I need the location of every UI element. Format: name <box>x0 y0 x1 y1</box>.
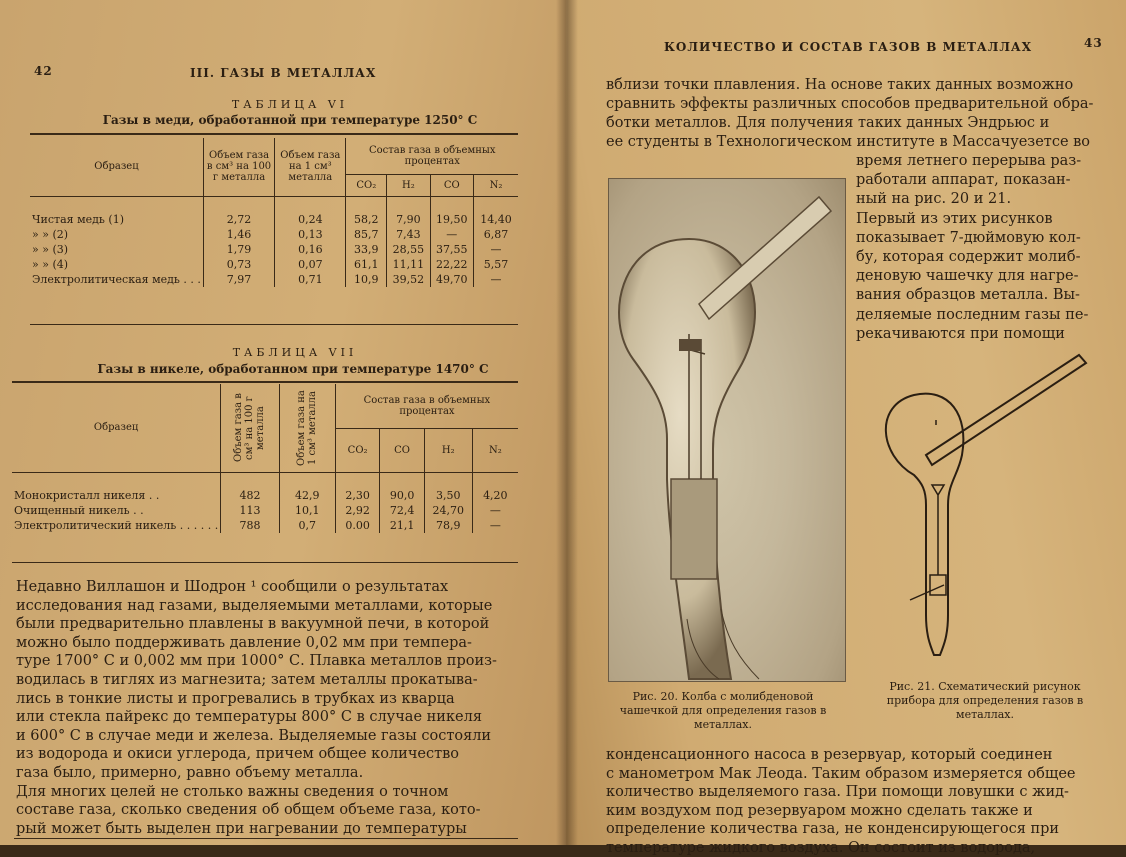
table6-cell: 37,55 <box>430 242 473 257</box>
left-body-line: из водорода и окиси углерода, причем общее количество <box>16 746 460 763</box>
table7-title: Газы в никеле, обработанном при температуре 1470° С <box>97 362 489 376</box>
table6-cell: 39,52 <box>387 272 430 287</box>
table7-cell: 78,9 <box>424 518 472 533</box>
table6-row-label: » » (4) <box>32 258 69 271</box>
table6-cell: 1,46 <box>203 227 274 242</box>
left-body-line: туре 1700° С и 0,002 мм при 1000° С. Плавка металлов произ- <box>16 653 497 670</box>
table6-row-label: » » (3) <box>32 243 69 256</box>
right-side-line: рекачиваются при помощи <box>856 325 1065 342</box>
right-bottom-line: конденсационного насоса в резервуар, который соединен <box>606 747 1053 763</box>
right-side-line: показывает 7-дюймовую кол- <box>856 229 1081 246</box>
table6-title: Газы в меди, обработанной при температуре 1250° С <box>102 113 478 127</box>
flask-cup-holder <box>671 479 717 579</box>
flask-photo-svg <box>609 179 845 681</box>
right-side-line: деляемые последним газы пе- <box>856 306 1089 323</box>
table7-header-vol1-text: Объем газа на 1 см³ металла <box>296 389 319 466</box>
table6-cell: 6,87 <box>474 227 518 242</box>
table6-header-sample: Образец <box>30 138 203 196</box>
table6-cell: 0,16 <box>275 242 346 257</box>
right-side-line: вания образцов металла. Вы- <box>856 287 1080 304</box>
table6-gas-header: H₂ <box>387 174 430 196</box>
right-bottom-line: температуре жидкого воздуха. Он состоит из водорода, <box>606 840 1036 856</box>
table6-cell: 7,97 <box>203 272 274 287</box>
right-bottom-line: с манометром Мак Леода. Таким образом измеряется общее <box>606 765 1076 782</box>
table6-cell: 5,57 <box>474 257 518 272</box>
right-top-line: ее студенты в Технологическом институте в Массачуезетсе во <box>606 134 1091 150</box>
table6-cell: 0,24 <box>275 212 346 227</box>
table7-cell: 10,1 <box>279 503 335 518</box>
right-side-line: работали аппарат, показан- <box>856 172 1071 189</box>
book-gutter <box>556 0 578 845</box>
table6-cell: 19,50 <box>430 212 473 227</box>
table7-cell: 2,92 <box>335 503 379 518</box>
schematic-flask <box>886 394 964 655</box>
table6-cell: 28,55 <box>387 242 430 257</box>
table6-row <box>30 242 518 257</box>
right-bottom-line: определение количества газа, не конденсирующегося при <box>606 821 1060 838</box>
table6-cell: 49,70 <box>430 272 473 287</box>
right-bottom-line: количество выделяемого газа. При помощи ловушки с жид- <box>606 784 1069 801</box>
left-body-line: лись в тонкие листы и прогревались в трубках из кварца <box>16 690 455 707</box>
right-top-line: ботки металлов. Для получения таких данных Эндрьюс и <box>606 115 1050 131</box>
table6-row-label: Чистая медь (1) <box>32 213 124 226</box>
table6-cell: — <box>430 227 473 242</box>
table6-header-vol100: Объем газа в см³ на 100 г металла <box>203 138 274 196</box>
left-body-line: газа было, примерно, равно объему металла. <box>16 765 364 781</box>
table6-cell: 0,73 <box>203 257 274 272</box>
table7-top-rule <box>12 381 518 383</box>
left-body-line: рый может быть выделен при нагревании до температуры <box>16 820 467 837</box>
table6-row <box>30 212 518 227</box>
table6-gas-header: N₂ <box>474 174 518 196</box>
left-body-line: и 600° С в случае меди и железа. Выделяемые газы состояли <box>16 727 492 744</box>
table7-cell: — <box>472 518 518 533</box>
table6-label: ТАБЛИЦА VI <box>231 98 349 111</box>
table6-cell: 0,07 <box>275 257 346 272</box>
table6-cell: 1,79 <box>203 242 274 257</box>
table7-cell: 788 <box>221 518 279 533</box>
table7-cell: 21,1 <box>380 518 424 533</box>
schematic-tube <box>926 355 1086 465</box>
right-top-line: вблизи точки плавления. На основе таких данных возможно <box>606 77 1074 93</box>
flask-body <box>619 239 755 679</box>
table6-bottom-rule <box>30 324 518 325</box>
table7-gas-header: N₂ <box>472 428 518 472</box>
table6-cell: 85,7 <box>346 227 387 242</box>
table6-cell: 10,9 <box>346 272 387 287</box>
table6-cell: 33,9 <box>346 242 387 257</box>
right-page-number: 43 <box>1084 36 1103 50</box>
fig20-photo <box>608 178 846 682</box>
table7-gas-header: CO <box>380 428 424 472</box>
table7-cell: 4,20 <box>472 488 518 503</box>
fig20-caption: Рис. 20. Колба с молибденовой чашечкой для определения газов в металлах. <box>619 690 827 731</box>
table7-cell: 72,4 <box>380 503 424 518</box>
table7-cell: 90,0 <box>380 488 424 503</box>
table6-top-rule <box>30 133 518 135</box>
table7-row <box>12 503 518 518</box>
table7 <box>12 384 518 533</box>
left-body-line: Недавно Виллашон и Шодрон ¹ сообщили о результатах <box>16 579 449 595</box>
table6-cell: 7,43 <box>387 227 430 242</box>
table6-header-vol1: Объем газа на 1 см³ металла <box>275 138 346 196</box>
table7-header-vol100 <box>221 384 279 472</box>
table7-header-sample: Образец <box>12 384 221 472</box>
left-body-line: или стекла пайрекс до температуры 800° С в случае никеля <box>16 709 482 726</box>
table7-cell: — <box>472 503 518 518</box>
right-side-line: Первый из этих рисунков <box>856 210 1053 227</box>
table7-label: ТАБЛИЦА VII <box>232 346 358 359</box>
right-side-line: ный на рис. 20 и 21. <box>856 191 1012 208</box>
table6-cell: 14,40 <box>474 212 518 227</box>
table7-cell: 113 <box>221 503 279 518</box>
table7-cell: 2,30 <box>335 488 379 503</box>
table7-header-vol100-text: Объем газа в см³ на 100 г металла <box>233 393 267 463</box>
right-side-line: время летнего перерыва раз- <box>856 153 1082 169</box>
table7-bottom-rule <box>12 562 518 563</box>
left-running-head: III. ГАЗЫ В МЕТАЛЛАХ <box>190 66 377 80</box>
left-page <box>0 0 566 845</box>
left-body-line: исследования над газами, выделяемыми металлами, которые <box>16 597 493 614</box>
table7-cell: 0,7 <box>279 518 335 533</box>
left-page-number: 42 <box>34 64 53 78</box>
table7-header-composition: Состав газа в объемных процентах <box>335 384 518 428</box>
table6 <box>30 138 518 287</box>
table7-cell: 482 <box>221 488 279 503</box>
table7-gas-header: CO₂ <box>335 428 379 472</box>
table7-cell: 3,50 <box>424 488 472 503</box>
table7-row <box>12 488 518 503</box>
table7-gas-header: H₂ <box>424 428 472 472</box>
table6-gas-header: CO <box>430 174 473 196</box>
table6-cell: — <box>474 242 518 257</box>
left-body-line: водилась в тиглях из магнезита; затем металлы прокатыва- <box>16 672 478 688</box>
table6-row <box>30 227 518 242</box>
table6-row <box>30 257 518 272</box>
table7-cell: 24,70 <box>424 503 472 518</box>
table6-row <box>30 272 518 287</box>
table6-cell: 2,72 <box>203 212 274 227</box>
left-bottom-rule <box>14 838 518 839</box>
table6-cell: — <box>474 272 518 287</box>
table6-gas-header: CO₂ <box>346 174 387 196</box>
table7-row-label: Монокристалл никеля . . <box>14 488 160 502</box>
left-body-line: можно было поддерживать давление 0,02 мм при темпера- <box>16 634 472 651</box>
table6-row-label: » » (2) <box>32 228 69 241</box>
table7-header-vol1 <box>279 384 335 472</box>
right-bottom-line: ким воздухом под резервуаром можно сделать также и <box>606 802 1033 819</box>
table7-row-label: Очищенный никель . . <box>14 503 144 517</box>
table6-cell: 0,13 <box>275 227 346 242</box>
table6-cell: 0,71 <box>275 272 346 287</box>
table6-cell: 22,22 <box>430 257 473 272</box>
table6-cell: 58,2 <box>346 212 387 227</box>
right-running-head: КОЛИЧЕСТВО И СОСТАВ ГАЗОВ В МЕТАЛЛАХ <box>664 40 1033 54</box>
molybdenum-cup <box>679 339 701 351</box>
table7-row-label: Электролитический никель . . . . . . <box>14 518 219 532</box>
left-body-line: составе газа, сколько сведения об общем объеме газа, кото- <box>16 802 481 819</box>
table6-cell: 7,90 <box>387 212 430 227</box>
left-body-line: Для многих целей не столько важны сведения о точном <box>16 783 449 800</box>
left-body-line: были предварительно плавлены в вакуумной печи, в которой <box>16 616 490 633</box>
table7-cell: 0.00 <box>335 518 379 533</box>
table6-cell: 61,1 <box>346 257 387 272</box>
right-top-line: сравнить эффекты различных способов предварительной обра- <box>606 96 1094 112</box>
fig21-caption: Рис. 21. Схематический рисунок прибора для определения газов в металлах. <box>886 680 1084 721</box>
table6-header-composition: Состав газа в объемных процентах <box>346 138 518 174</box>
table7-cell: 42,9 <box>279 488 335 503</box>
table7-row <box>12 518 518 533</box>
right-side-line: деновую чашечку для нагре- <box>856 268 1079 285</box>
right-side-line: бу, которая содержит молиб- <box>856 249 1081 265</box>
table6-row-label: Электролитическая медь . . . <box>32 273 201 286</box>
fig21-schematic <box>874 345 1094 675</box>
table6-cell: 11,11 <box>387 257 430 272</box>
